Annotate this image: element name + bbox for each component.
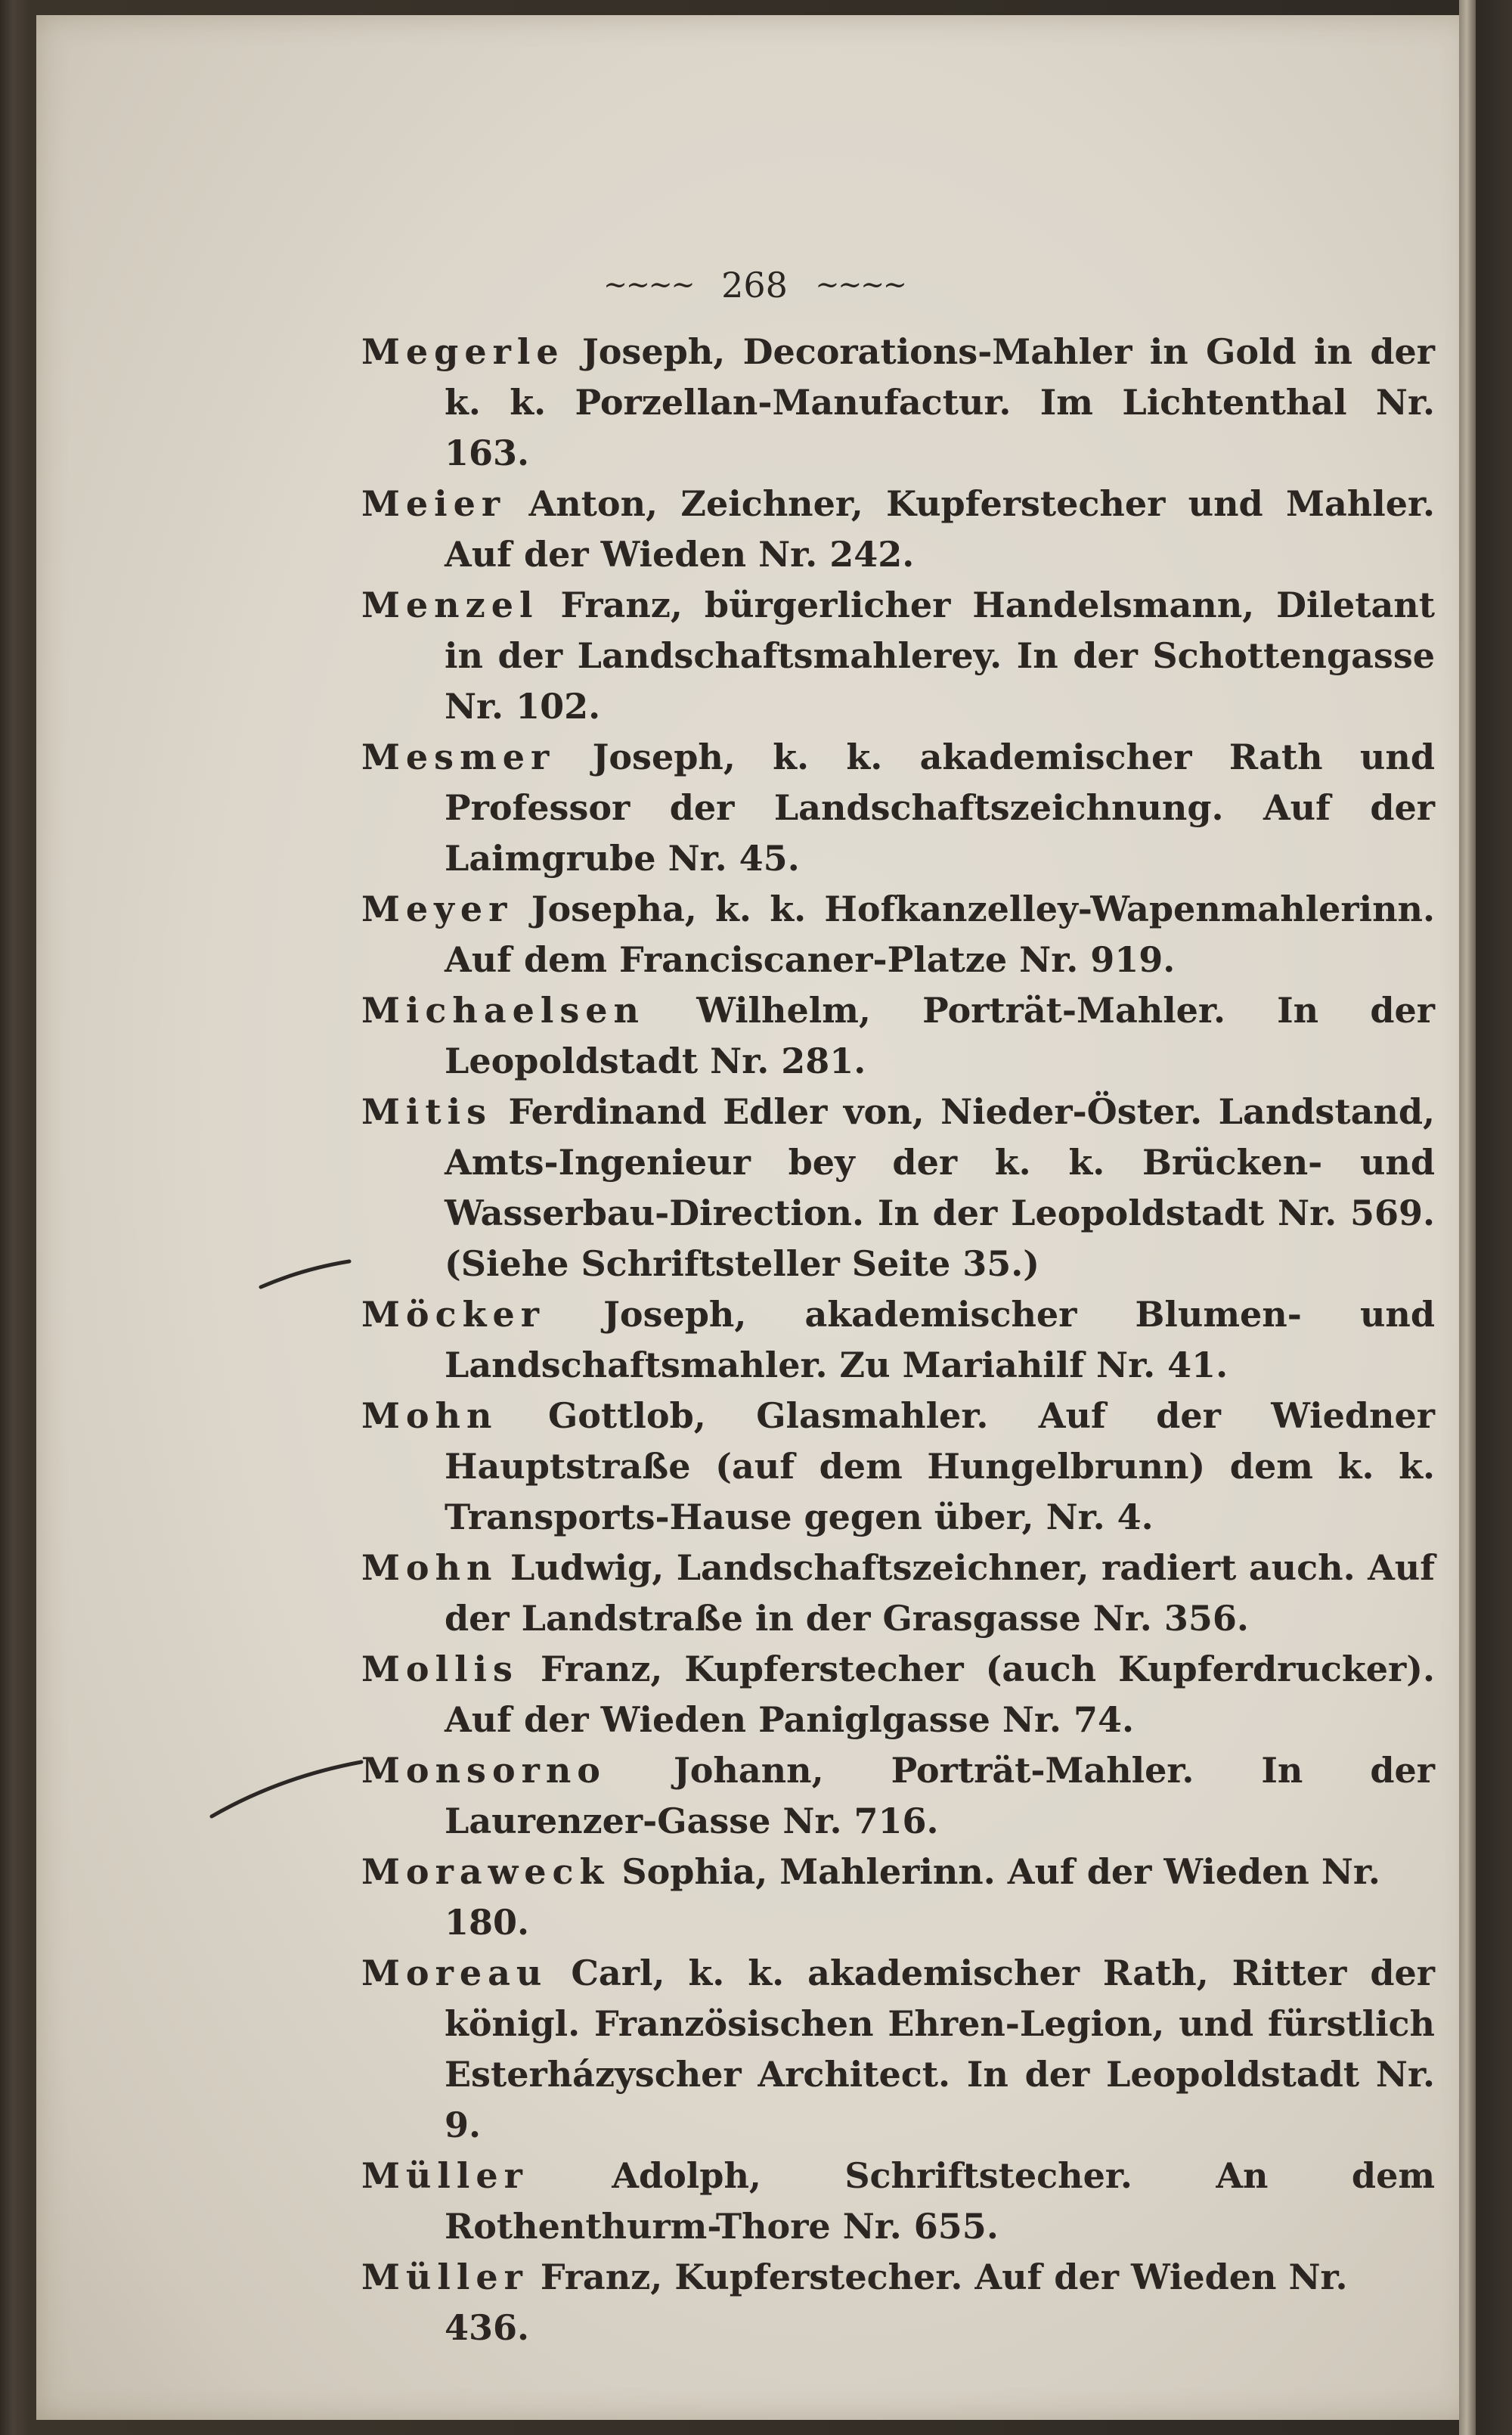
entry-text: Joseph, akademischer Blumen- und Landschaftsmahler. Zu Mariahilf Nr. 41. (445, 1294, 1435, 1385)
entry-text: Carl, k. k. akademischer Rath, Ritter der königl. Französischen Ehren-Legion, und fürstlich Esterházyscher Architect. In der Leopoldstadt Nr. 9. (445, 1953, 1435, 2145)
entry-text: Johann, Porträt-Mahler. In der Laurenzer-Gasse Nr. 716. (445, 1750, 1435, 1841)
entry-moecker (361, 1289, 1435, 1391)
entry-text: Ferdinand Edler von, Nieder-Öster. Landstand, Amts-Ingenieur bey der k. k. Brücken- und Wasserbau-Direction. In der Leopoldstadt Nr. 569. (Siehe Schriftsteller Seite 35.) (445, 1091, 1435, 1284)
entry-mesmer (361, 732, 1435, 884)
entry-surname: Meier (361, 483, 507, 524)
entry-megerle (361, 327, 1435, 479)
entry-text: Wilhelm, Porträt-Mahler. In der Leopoldstadt Nr. 281. (445, 990, 1436, 1081)
page-edge (1459, 0, 1476, 2435)
entry-mitis (361, 1087, 1435, 1289)
entry-text: Adolph, Schriftstecher. An dem Rothenthurm-Thore Nr. 655. (445, 2155, 1436, 2247)
entry-surname: Mohn (361, 1547, 498, 1588)
entry-mueller-adolph (361, 2151, 1435, 2252)
entry-surname: Müller (361, 2257, 528, 2297)
entry-text: Franz, bürgerlicher Handelsmann, Diletant in der Landschaftsmahlerey. In der Schottengasse Nr. 102. (445, 585, 1435, 727)
entry-surname: Mesmer (361, 737, 556, 777)
entry-moraweck (361, 1847, 1435, 1948)
entry-mollis (361, 1644, 1435, 1745)
entry-text: Gottlob, Glasmahler. Auf der Wiedner Hauptstraße (auf dem Hungelbrunn) dem k. k. Transports-Hause gegen über, Nr. 4. (445, 1395, 1435, 1537)
page-number: 268 (721, 265, 788, 306)
entry-text: Joseph, Decorations-Mahler in Gold in der k. k. Porzellan-Manufactur. Im Lichtenthal Nr. 163. (445, 331, 1436, 473)
entry-text: Josepha, k. k. Hofkanzelley-Wapenmahlerinn. Auf dem Franciscaner-Platze Nr. 919. (445, 889, 1435, 980)
entry-surname: Michaelsen (361, 990, 646, 1031)
directory-entries (361, 327, 1435, 2353)
entry-text: Franz, Kupferstecher (auch Kupferdrucker). Auf der Wieden Paniglgasse Nr. 74. (445, 1649, 1436, 1740)
entry-mueller-franz (361, 2252, 1435, 2353)
entry-meier (361, 479, 1435, 580)
ornament-left: ~~~~ (603, 268, 694, 301)
entry-mohn-ludwig (361, 1543, 1435, 1644)
entry-surname: Meyer (361, 889, 513, 929)
entry-surname: Müller (361, 2155, 528, 2196)
entry-text: Joseph, k. k. akademischer Rath und Professor der Landschaftszeichnung. Auf der Laimgrube Nr. 45. (445, 737, 1435, 879)
entry-monsorno (361, 1745, 1435, 1847)
entry-menzel (361, 580, 1435, 732)
book-page (36, 15, 1473, 2420)
entry-michaelsen (361, 985, 1435, 1087)
entry-surname: Monsorno (361, 1750, 606, 1791)
entry-moreau (361, 1948, 1435, 2151)
page-header (36, 265, 1473, 306)
entry-surname: Mohn (361, 1395, 498, 1436)
entry-meyer (361, 884, 1435, 985)
entry-surname: Möcker (361, 1294, 545, 1335)
entry-text: Anton, Zeichner, Kupferstecher und Mahler. Auf der Wieden Nr. 242. (445, 483, 1435, 575)
ornament-right: ~~~~ (815, 268, 906, 301)
entry-text: Franz, Kupferstecher. Auf der Wieden Nr. 436. (445, 2257, 1348, 2348)
entry-surname: Mollis (361, 1649, 519, 1689)
entry-mohn-gottlob (361, 1391, 1435, 1543)
entry-surname: Moreau (361, 1953, 548, 1993)
entry-surname: Menzel (361, 585, 539, 625)
entry-surname: Megerle (361, 331, 565, 372)
entry-surname: Moraweck (361, 1851, 610, 1892)
entry-text: Sophia, Mahlerinn. Auf der Wieden Nr. 180. (445, 1851, 1380, 1943)
entry-surname: Mitis (361, 1091, 493, 1132)
entry-text: Ludwig, Landschaftszeichner, radiert auch. Auf der Landstraße in der Grasgasse Nr. 356. (445, 1547, 1435, 1639)
